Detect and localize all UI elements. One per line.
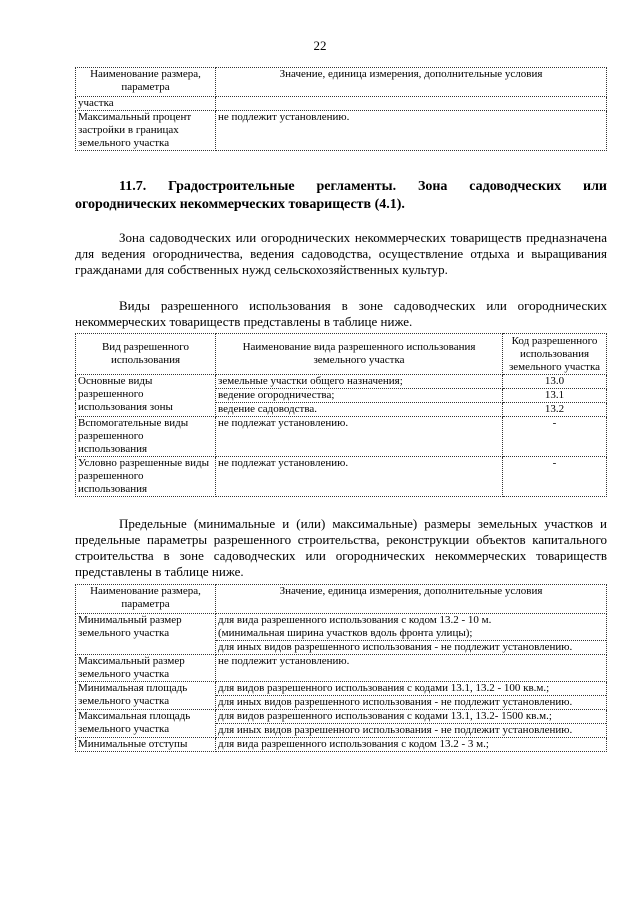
table-row [76, 682, 607, 710]
value-line: для иных видов разрешенного использования - не подлежит установлению. [216, 723, 606, 737]
header-use-type: Вид разрешенного использования [76, 334, 216, 375]
table-row [76, 614, 607, 655]
use-code: 13.0 [503, 375, 607, 389]
param-cell: Максимальная площадь земельного участка [76, 710, 216, 738]
value-cell [216, 614, 607, 655]
value-line: не подлежит установлению. [218, 655, 350, 667]
paragraph-params-intro: Предельные (минимальные и (или) максимальные) размеры земельных участков и предельные параметры разрешенного строительства, реконструкции объектов капитального строительства в зоне садоводческих или огороднических некоммерческих товариществ представлены в таблице ниже. [75, 516, 607, 579]
value-cell [216, 655, 607, 682]
header-param: Наименование размера, параметра [76, 585, 216, 614]
use-code: 13.2 [503, 403, 607, 417]
table-row [76, 111, 607, 151]
value-line: для вида разрешенного использования с кодом 13.2 - 10 м. [218, 614, 492, 626]
value-cell [216, 738, 607, 752]
table-header-row [76, 68, 607, 97]
table-uses [75, 333, 607, 497]
param-cell: участка [76, 97, 216, 111]
heading-line-2: огороднических некоммерческих товариществ (4.1). [75, 197, 405, 212]
table-header-row [76, 334, 607, 375]
use-name: ведение садоводства. [216, 403, 503, 417]
table-row [76, 417, 607, 457]
param-cell: Минимальный размер земельного участка [76, 614, 216, 655]
section-heading [75, 178, 607, 212]
use-type-auxiliary: Вспомогательные виды разрешенного использования [76, 417, 216, 457]
paragraph-zone-purpose: Зона садоводческих или огороднических некоммерческих товариществ предназначена для ведения огородничества, ведения садоводства, осуществление отдыха и выращивания гражданами для собственных нужд сельскохозяйственных культур. [75, 230, 607, 277]
table-row [76, 738, 607, 752]
value-cell: не подлежит установлению. [216, 111, 607, 151]
use-type-conditional: Условно разрешенные виды разрешенного использования [76, 457, 216, 497]
heading-line-1: 11.7. Градостроительные регламенты. Зона садоводческих или [119, 179, 607, 194]
use-name: ведение огородничества; [216, 389, 503, 403]
value-line: (минимальная ширина участков вдоль фронта улицы); [218, 627, 473, 639]
value-line: для вида разрешенного использования с кодом 13.2 - 3 м.; [218, 738, 489, 750]
header-use-code: Код разрешенного использования земельного участка [503, 334, 607, 375]
param-cell: Минимальные отступы [76, 738, 216, 752]
param-cell: Максимальный размер земельного участка [76, 655, 216, 682]
header-value: Значение, единица измерения, дополнительные условия [216, 68, 607, 97]
use-name: земельные участки общего назначения; [216, 375, 503, 389]
page-number: 22 [313, 38, 327, 53]
table-header-row [76, 585, 607, 614]
use-name: не подлежат установлению. [216, 457, 503, 497]
param-cell: Максимальный процент застройки в границах земельного участка [76, 111, 216, 151]
header-use-name: Наименование вида разрешенного использования земельного участка [216, 334, 503, 375]
table-row [76, 457, 607, 497]
use-code: 13.1 [503, 389, 607, 403]
use-type-main: Основные виды разрешенного использования зоны [76, 375, 216, 417]
use-code: - [503, 417, 607, 457]
header-value: Значение, единица измерения, дополнительные условия [216, 585, 607, 614]
header-param: Наименование размера, параметра [76, 68, 216, 97]
value-line: для иных видов разрешенного использования - не подлежит установлению. [216, 640, 606, 654]
value-line: для видов разрешенного использования с кодами 13.1, 13.2- 1500 кв.м.; [218, 710, 552, 722]
value-line: для иных видов разрешенного использования - не подлежит установлению. [216, 695, 606, 709]
table-row [76, 655, 607, 682]
table-params [75, 584, 607, 752]
value-line: для видов разрешенного использования с кодами 13.1, 13.2 - 100 кв.м.; [218, 682, 550, 694]
value-cell [216, 710, 607, 738]
use-code: - [503, 457, 607, 497]
param-cell: Минимальная площадь земельного участка [76, 682, 216, 710]
value-cell [216, 682, 607, 710]
value-cell [216, 97, 607, 111]
table-row [76, 710, 607, 738]
paragraph-uses-intro: Виды разрешенного использования в зоне садоводческих или огороднических некоммерческих товариществ представлены в таблице ниже. [75, 298, 607, 329]
table-top [75, 67, 607, 151]
table-row [76, 97, 607, 111]
use-name: не подлежат установлению. [216, 417, 503, 457]
table-row [76, 375, 607, 389]
